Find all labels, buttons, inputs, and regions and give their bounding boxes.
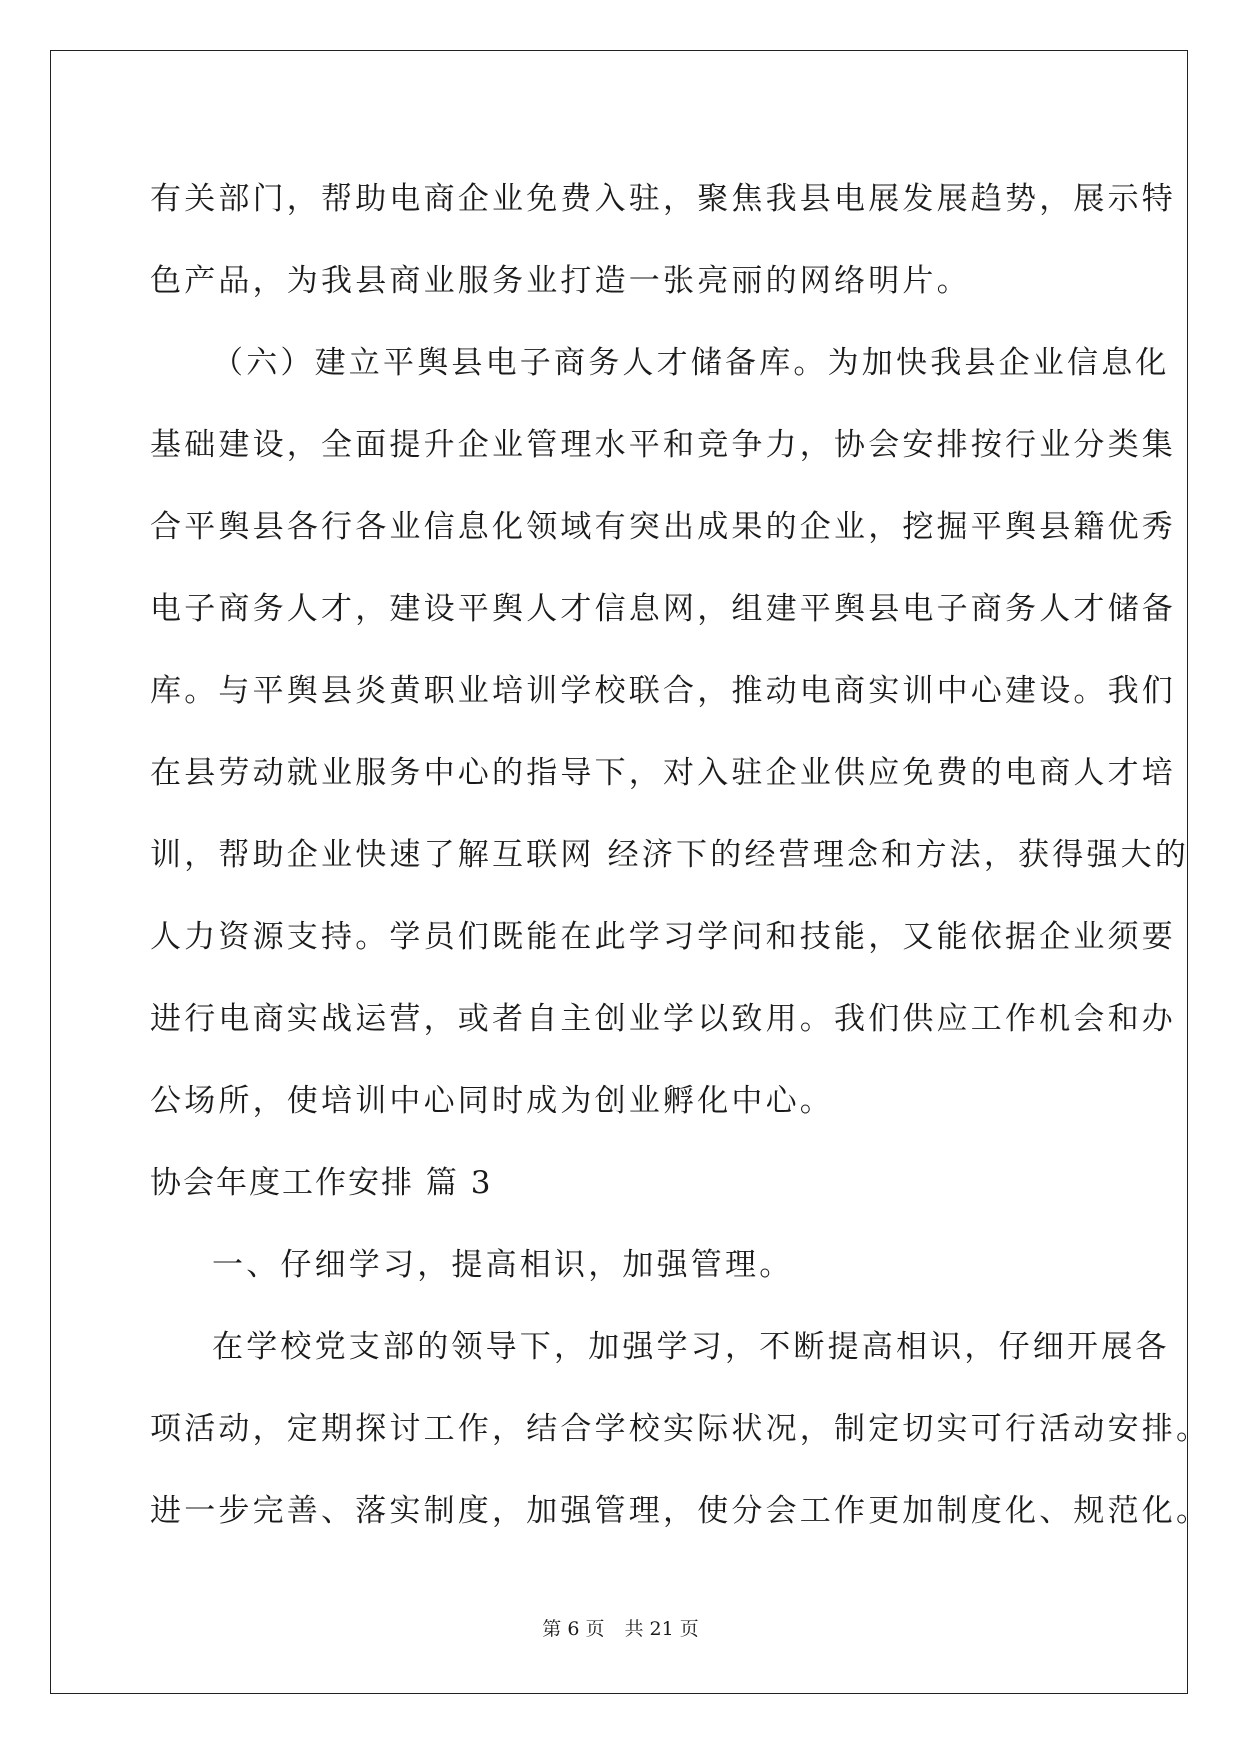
text-line: 训，帮助企业快速了解互联网 经济下的经营理念和方法，获得强大的 bbox=[150, 837, 1190, 873]
text-line: 库。与平舆县炎黄职业培训学校联合，推动电商实训中心建设。我们 bbox=[150, 673, 1176, 709]
page-total: 共 21 页 bbox=[624, 1618, 699, 1640]
section-heading: 协会年度工作安排 篇 3 bbox=[150, 1165, 493, 1201]
document-body bbox=[150, 158, 1211, 1552]
text-line: 色产品，为我县商业服务业打造一张亮丽的网络明片。 bbox=[150, 263, 971, 299]
page-footer bbox=[0, 1614, 1241, 1641]
text-line: （六）建立平舆县电子商务人才储备库。为加快我县企业信息化 bbox=[212, 345, 1170, 381]
text-line: 项活动，定期探讨工作，结合学校实际状况，制定切实可行活动安排。 bbox=[150, 1411, 1211, 1447]
text-line: 人力资源支持。学员们既能在此学习学问和技能，又能依据企业须要 bbox=[150, 919, 1176, 955]
text-line: 合平舆县各行各业信息化领域有突出成果的企业，挖掘平舆县籍优秀 bbox=[150, 509, 1176, 545]
text-line: 有关部门，帮助电商企业免费入驻，聚焦我县电展发展趋势，展示特 bbox=[150, 181, 1176, 217]
text-line: 基础建设，全面提升企业管理水平和竞争力，协会安排按行业分类集 bbox=[150, 427, 1176, 463]
text-line: 电子商务人才，建设平舆人才信息网，组建平舆县电子商务人才储备 bbox=[150, 591, 1176, 627]
text-line: 公场所，使培训中心同时成为创业孵化中心。 bbox=[150, 1083, 834, 1119]
text-line: 在县劳动就业服务中心的指导下，对入驻企业供应免费的电商人才培 bbox=[150, 755, 1176, 791]
page-number: 第 6 页 bbox=[542, 1618, 605, 1640]
text-line: 一、仔细学习，提高相识，加强管理。 bbox=[212, 1247, 794, 1283]
text-line: 进一步完善、落实制度，加强管理，使分会工作更加制度化、规范化。 bbox=[150, 1493, 1211, 1529]
text-line: 进行电商实战运营，或者自主创业学以致用。我们供应工作机会和办 bbox=[150, 1001, 1176, 1037]
text-line: 在学校党支部的领导下，加强学习，不断提高相识，仔细开展各 bbox=[212, 1329, 1170, 1365]
